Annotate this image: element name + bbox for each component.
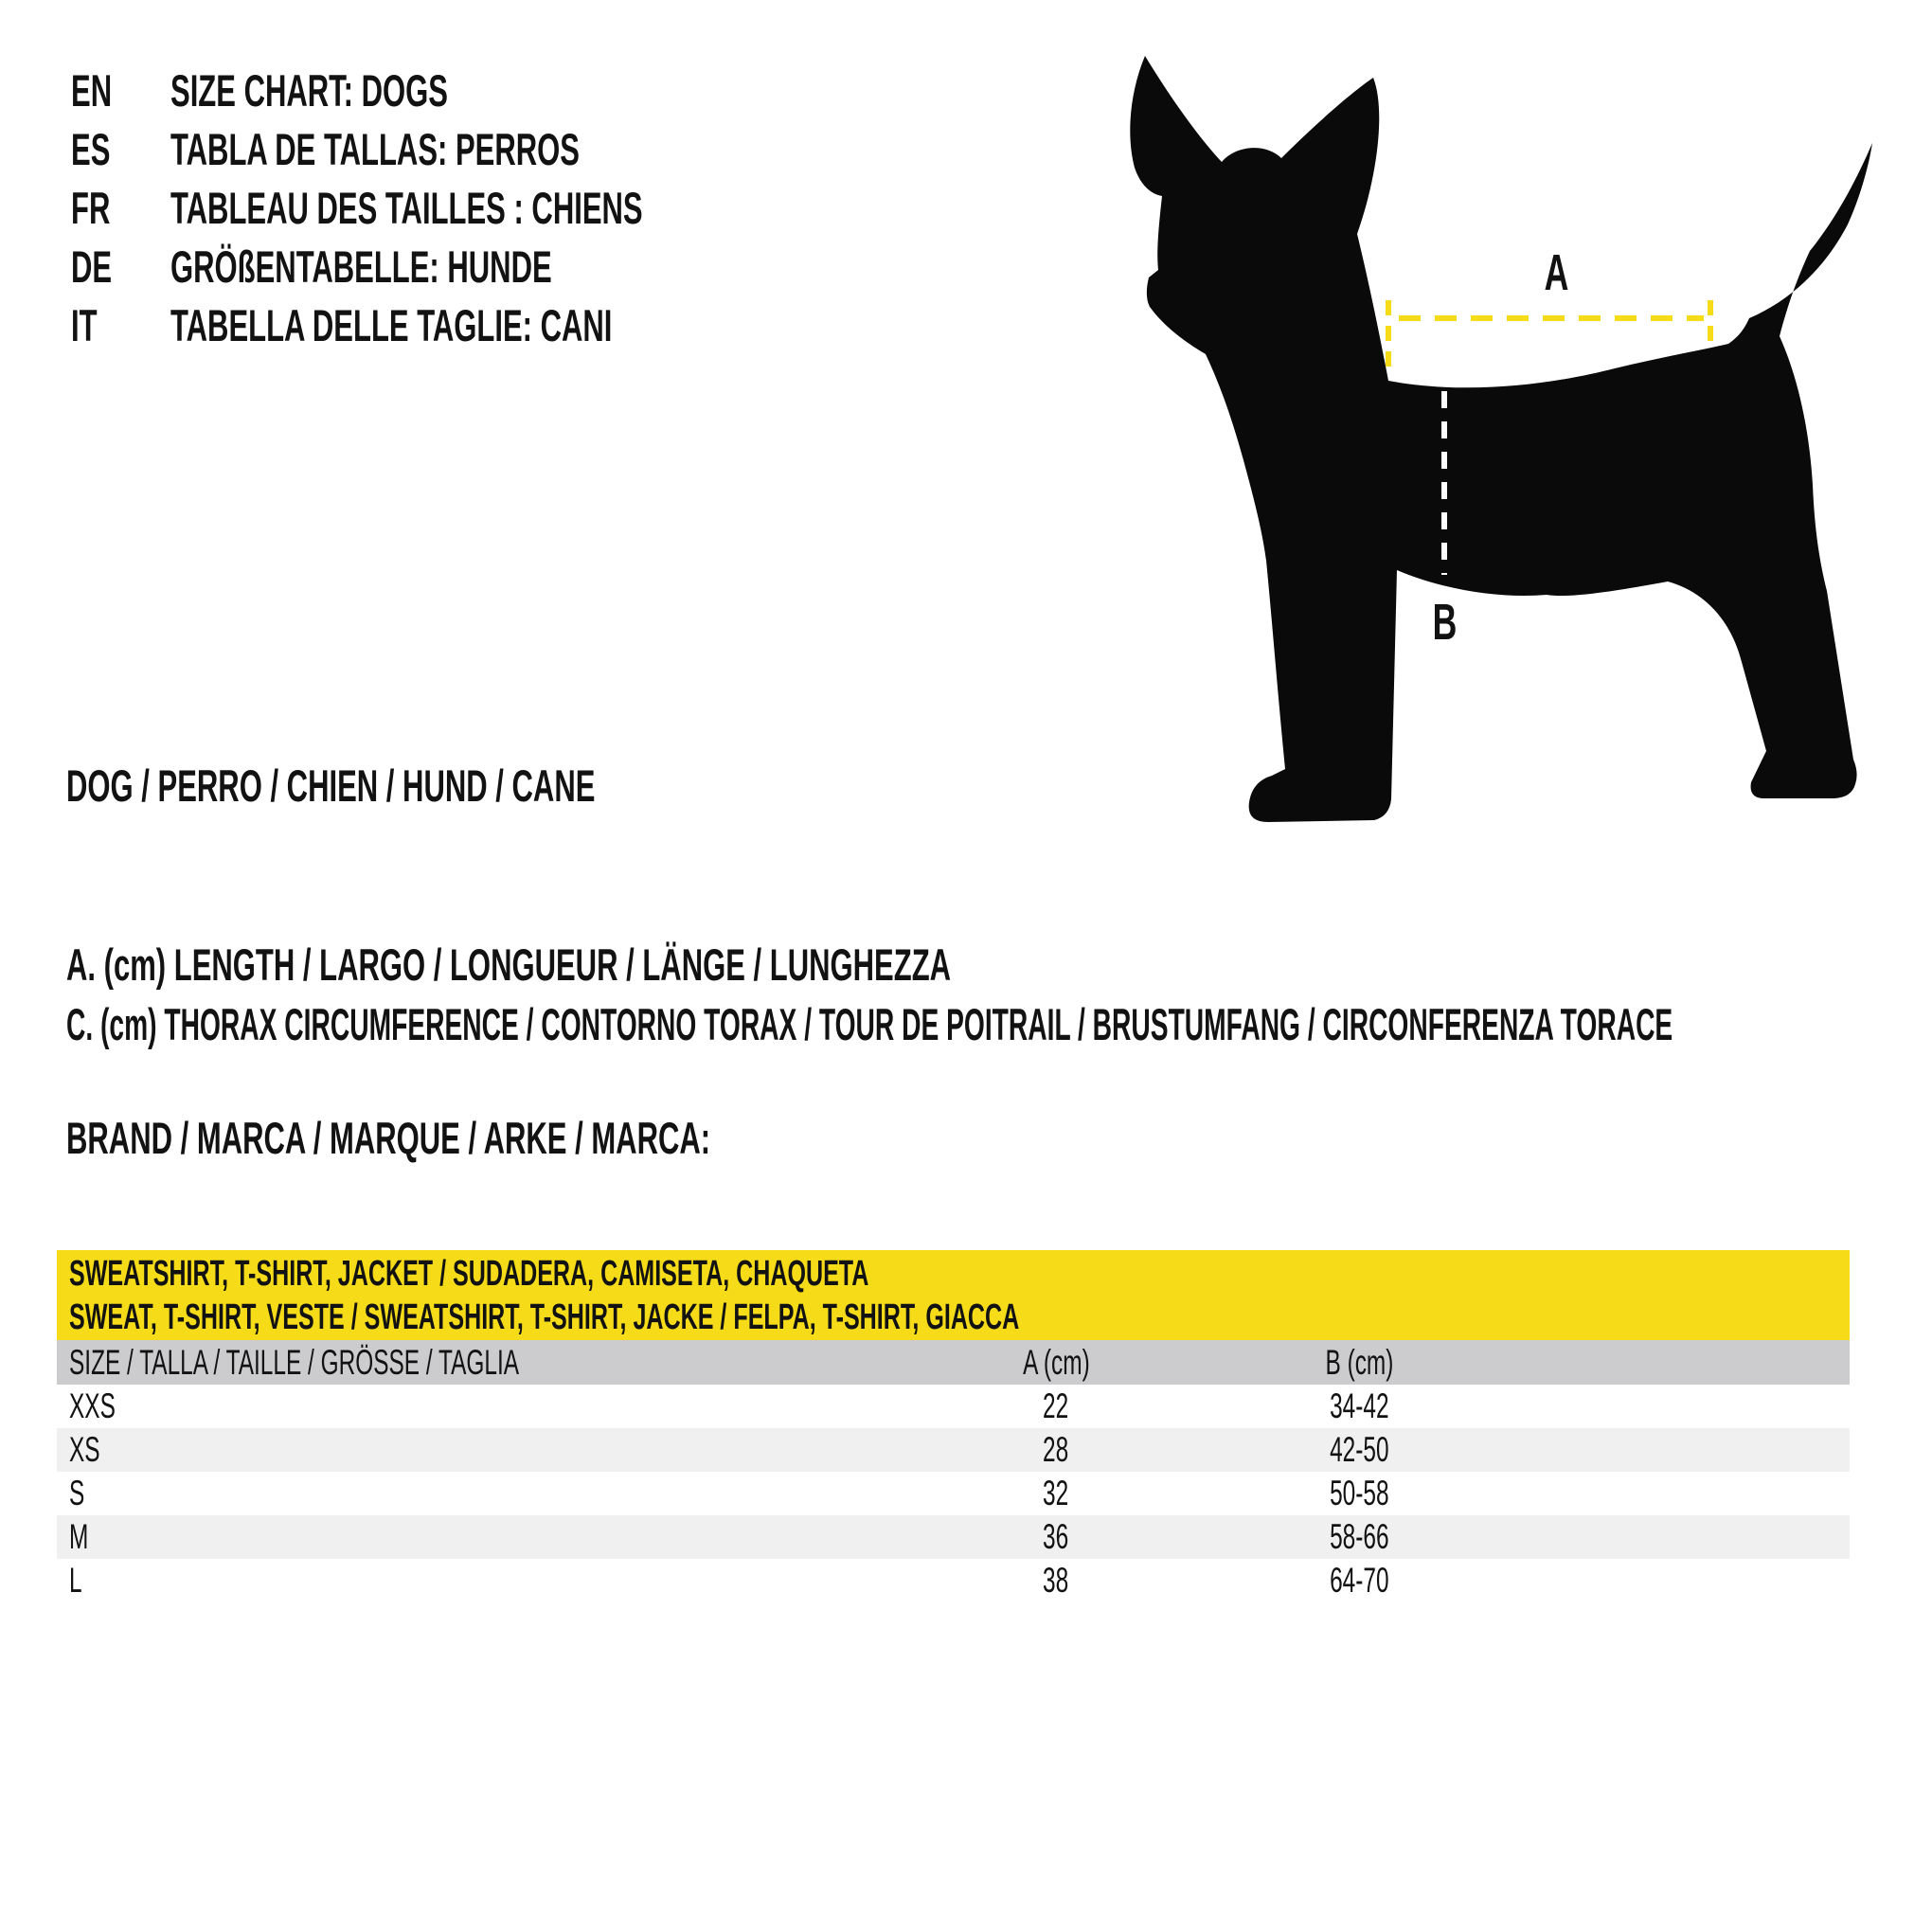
table-title-line2: SWEAT, T-SHIRT, VESTE / SWEATSHIRT, T-SHIRT, JACKE / FELPA, T-SHIRT, GIACCA: [69, 1297, 1020, 1337]
dog-silhouette-icon: [1122, 52, 1880, 838]
b-value: 34-42: [1329, 1386, 1389, 1425]
measure-b-label: B: [1432, 594, 1457, 651]
language-code: EN: [71, 64, 113, 116]
language-row-it: [71, 295, 886, 354]
table-row: [57, 1472, 1850, 1515]
size-value: L: [69, 1561, 82, 1600]
a-value: 22: [1043, 1386, 1069, 1425]
size-value: M: [69, 1517, 89, 1556]
table-title-band: [57, 1250, 1850, 1340]
language-code: DE: [71, 241, 113, 292]
language-row-en: [71, 61, 886, 119]
brand-caption: BRAND / MARCA / MARQUE / ARKE / MARCA:: [66, 1112, 711, 1163]
table-header-row: [57, 1340, 1850, 1385]
language-heading-list: [71, 61, 886, 354]
animal-caption: DOG / PERRO / CHIEN / HUND / CANE: [66, 760, 596, 811]
language-title: TABLA DE TALLAS: PERROS: [170, 123, 580, 174]
measure-c-caption: C. (cm) THORAX CIRCUMFERENCE / CONTORNO TORAX / TOUR DE POITRAIL / BRUSTUMFANG / CIRCONFERENZA TORACE: [66, 998, 1673, 1049]
size-value: XXS: [69, 1386, 116, 1425]
measure-a-label: A: [1544, 244, 1568, 301]
b-value: 42-50: [1329, 1430, 1389, 1469]
table-row: [57, 1559, 1850, 1602]
table-title-line1: SWEATSHIRT, T-SHIRT, JACKET / SUDADERA, CAMISETA, CHAQUETA: [69, 1254, 869, 1294]
a-value: 38: [1043, 1561, 1069, 1600]
a-value: 28: [1043, 1430, 1069, 1469]
column-header-size: SIZE / TALLA / TAILLE / GRÖSSE / TAGLIA: [69, 1342, 520, 1382]
a-value: 36: [1043, 1517, 1069, 1556]
table-row: [57, 1515, 1850, 1559]
size-table: [57, 1250, 1850, 1602]
language-row-fr: [71, 178, 886, 237]
language-code: FR: [71, 182, 111, 233]
dog-measurement-diagram: [1122, 52, 1880, 838]
language-title: TABELLA DELLE TAGLIE: CANI: [170, 299, 613, 350]
table-row: [57, 1428, 1850, 1472]
a-value: 32: [1043, 1474, 1069, 1512]
language-title: TABLEAU DES TAILLES : CHIENS: [170, 182, 643, 233]
b-value: 64-70: [1329, 1561, 1389, 1600]
column-header-b: B (cm): [1325, 1342, 1393, 1382]
language-row-es: [71, 119, 886, 178]
measure-a-caption: A. (cm) LENGTH / LARGO / LONGUEUR / LÄNGE / LUNGHEZZA: [66, 939, 952, 990]
language-title: SIZE CHART: DOGS: [170, 64, 448, 116]
size-value: XS: [69, 1430, 100, 1469]
b-value: 50-58: [1329, 1474, 1389, 1512]
column-header-a: A (cm): [1022, 1342, 1090, 1382]
language-title: GRÖßENTABELLE: HUNDE: [170, 241, 552, 292]
language-code: ES: [71, 123, 111, 174]
language-row-de: [71, 237, 886, 295]
b-value: 58-66: [1329, 1517, 1389, 1556]
table-row: [57, 1385, 1850, 1428]
language-code: IT: [71, 299, 98, 350]
size-value: S: [69, 1474, 85, 1512]
